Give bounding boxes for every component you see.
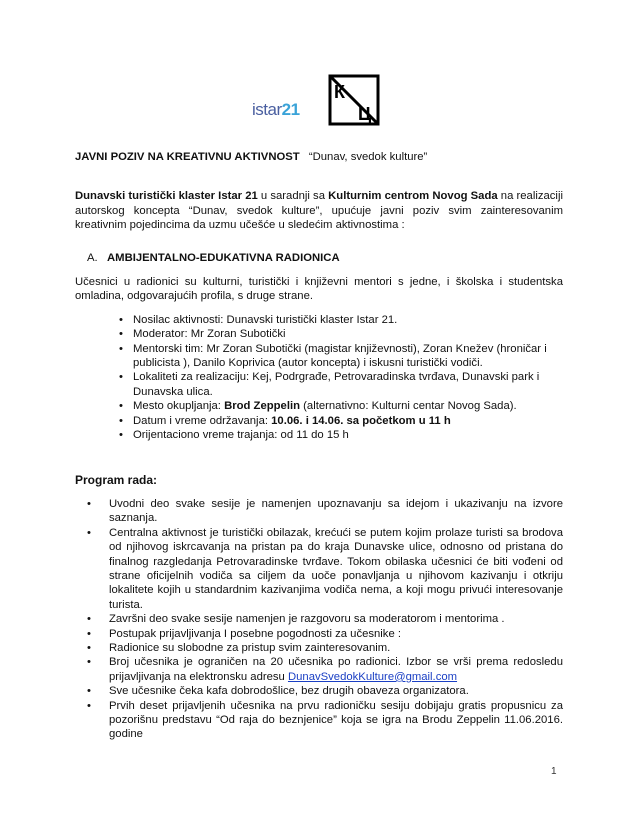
program-heading: Program rada: [75, 472, 158, 487]
intro-organizer: Dunavski turistički klaster Istar 21 [75, 190, 258, 203]
list-item: • Prvih deset prijavljenih učesnika na prvu radioničku sesiju dobijaju gratis propusnicu za pozorišnu predstavu “Od raja do beznjenice” koja se igra na Brodu Zeppelin 11.06.2016. godine [87, 699, 563, 742]
istar-logo-text: istar [252, 100, 282, 119]
program-list [75, 497, 563, 742]
intro-partner: Kulturnim centrom Novog Sada [328, 190, 498, 203]
list-item: • Moderator: Mr Zoran Subotički [119, 327, 563, 341]
header-logos [246, 74, 386, 126]
section-a-list [75, 313, 563, 443]
list-item: • Centralna aktivnost je turistički obilazak, krećući se putem kojim prolaze turisti sa brodova od njihovog iskrcavanja na pristan pa do kraja Dunavske ulice, odnosno od pristana do finalnog razgledanja Petrovaradinske tvrđave. Tokom obilaska učesnici će biti vođeni od strane oficijelnih vodiča sa ciljem da uoče ponavljanja u njihovom kazivanju i otkriju lokalitete kojih u standardnim kazivanjima vodiča nema, a koji mogu privući interesovanje turista. [87, 526, 563, 612]
list-item: • Orijentaciono vreme trajanja: od 11 do 15 h [119, 428, 563, 442]
registration-text: Broj učesnika je ograničen na 20 učesnika po radionici. Izbor se vrši prema redosledu prijavljivanja na elektronsku adresu [109, 656, 563, 683]
list-item: • Postupak prijavljivanja I posebne pogodnosti za učesnike : [87, 627, 563, 641]
section-a-heading [87, 251, 563, 265]
list-item [119, 414, 563, 428]
kc-logo-top-letter: К [334, 82, 345, 102]
list-item [87, 655, 563, 684]
kc-logo-icon [328, 74, 380, 126]
page-number: 1 [551, 766, 557, 777]
intro-text-2: na realizaciji autorskog koncepta “Dunav, svedok kulture”, upućuje javni poziv svim zainteresovanim kreativnim pojedincima da uzmu učešće u sledećim aktivnostima : [75, 190, 563, 232]
intro-paragraph [75, 189, 563, 232]
istar21-logo [252, 100, 300, 120]
email-link[interactable]: DunavSvedokKulture@gmail.com [287, 670, 458, 683]
date-label: Datum i vreme održavanja: [133, 414, 272, 427]
list-item: • Lokaliteti za realizaciju: Kej, Podrgrađe, Petrovaradinska tvrđava, Dunavski park i Dunavska ulica. [119, 370, 563, 399]
title-main: JAVNI POZIV NA KREATIVNU AKTIVNOST [75, 151, 300, 163]
intro-text-1: u saradnji sa [257, 190, 329, 203]
list-item [119, 399, 563, 413]
istar-logo-number: 21 [281, 100, 300, 119]
meeting-place-label: Mesto okupljanja: [133, 400, 225, 413]
section-a-letter: A. [87, 251, 98, 264]
title-quote: “Dunav, svedok kulture” [308, 151, 428, 163]
list-item: • Radionice su slobodne za pristup svim zainteresovanim. [87, 641, 563, 655]
list-item: • Mentorski tim: Mr Zoran Subotički (magistar književnosti), Zoran Knežev (hroničar i publicista ), Danilo Koprivica (autor koncepta) i iskusni turistički vodiči. [119, 342, 563, 371]
section-a-title: AMBIJENTALNO-EDUKATIVNA RADIONICA [107, 251, 340, 264]
document-body [75, 150, 563, 742]
date-value: 10.06. i 14.06. sa početkom u 11 h [271, 414, 451, 427]
list-item: • Nosilac aktivnosti: Dunavski turistički klaster Istar 21. [119, 313, 563, 327]
list-item: • Završni deo svake sesije namenjen je razgovoru sa moderatorom i mentorima . [87, 612, 563, 626]
document-title [75, 150, 563, 164]
section-a-paragraph: Učesnici u radionici su kulturni, turistički i književni mentori s jedne, i školska i studentska omladina, odgovarajućih profila, s druge strane. [75, 276, 563, 303]
kc-logo-bottom-letter: Ц [358, 104, 372, 124]
list-item: • Uvodni deo svake sesije je namenjen upoznavanju sa idejom i ukazivanju na izvore saznanja. [87, 497, 563, 526]
meeting-place-value: Brod Zeppelin [224, 400, 301, 413]
list-item: • Sve učesnike čeka kafa dobrodošlice, bez drugih obaveza organizatora. [87, 684, 563, 698]
meeting-place-alternative: (alternativno: Kulturni centar Novog Sada). [300, 400, 517, 413]
